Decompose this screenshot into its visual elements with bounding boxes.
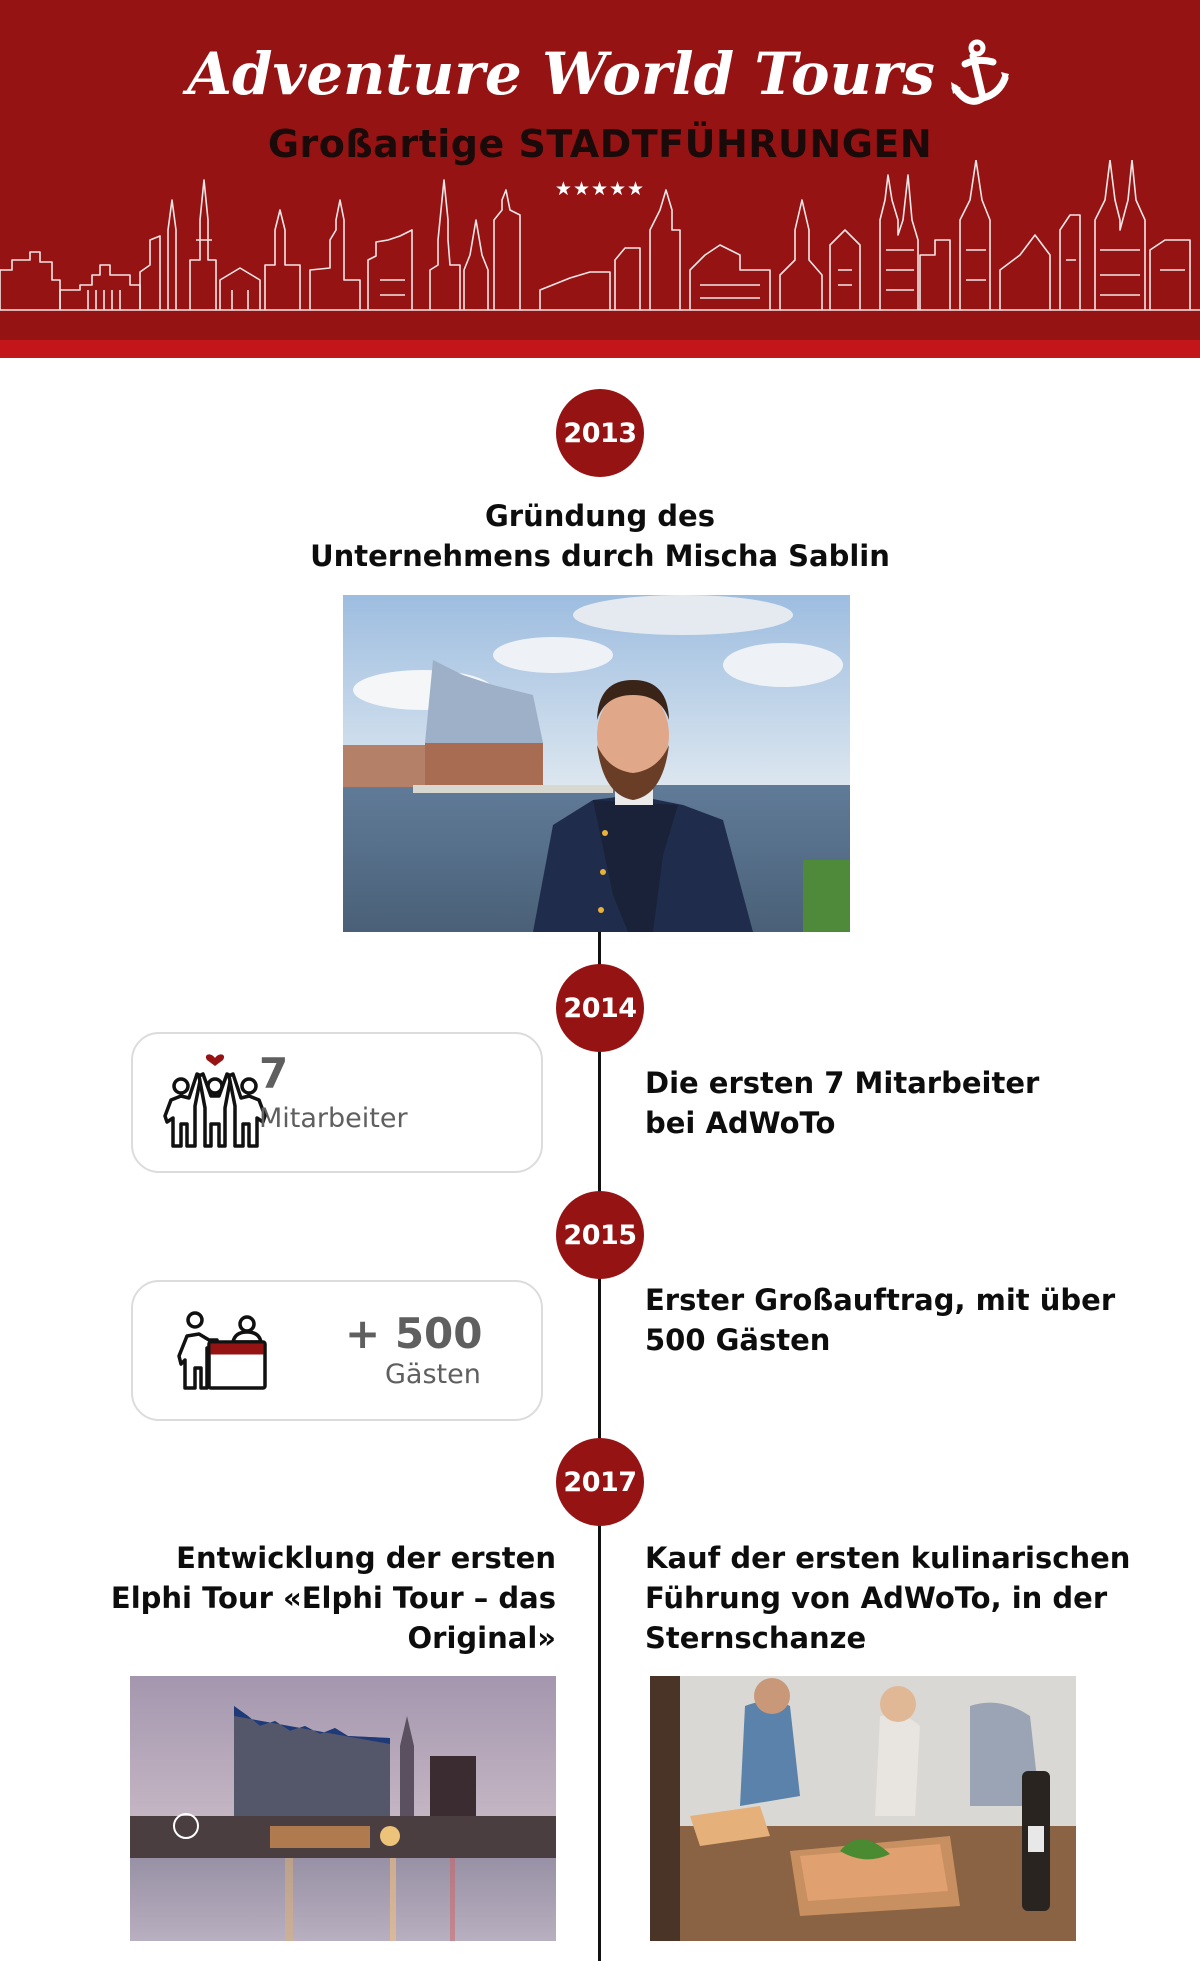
- year-badge-2015: 2015: [556, 1191, 644, 1279]
- stat-label: Mitarbeiter: [259, 1103, 408, 1134]
- event-2017-right-headline: [645, 1538, 1185, 1658]
- stat-label: Gästen: [385, 1359, 481, 1390]
- headline-line: Entwicklung der ersten: [176, 1541, 556, 1575]
- stat-value: 7: [259, 1049, 289, 1098]
- brand-title: Adventure World Tours: [187, 40, 935, 108]
- photo-illustration: [650, 1676, 1076, 1941]
- stat-card-employees: [131, 1032, 543, 1173]
- headline-line: Erster Großauftrag, mit über: [645, 1283, 1116, 1317]
- photo-illustration: [130, 1676, 556, 1941]
- headline-line: Kauf der ersten kulinarischen: [645, 1541, 1131, 1575]
- year-badge-2014: 2014: [556, 964, 644, 1052]
- stat-value: + 500: [345, 1309, 483, 1358]
- year-badge-2013: 2013: [556, 389, 644, 477]
- anchor-icon: [947, 38, 1013, 110]
- tagline: Großartige STADTFÜHRUNGEN: [267, 122, 933, 166]
- headline-line: Unternehmens durch Mischa Sablin: [310, 539, 890, 573]
- team-high-five-icon: [159, 1042, 271, 1154]
- reception-desk-icon: [177, 1310, 269, 1392]
- headline-line: Sternschanze: [645, 1621, 867, 1655]
- headline-line: Die ersten 7 Mitarbeiter: [645, 1066, 1040, 1100]
- event-2017-left-headline: [40, 1538, 556, 1658]
- headline-line: 500 Gästen: [645, 1323, 831, 1357]
- event-2013-headline: [200, 496, 1000, 576]
- header-banner: [0, 0, 1200, 358]
- headline-line: Führung von AdWoTo, in der: [645, 1581, 1108, 1615]
- photo-illustration: [343, 595, 850, 932]
- brand-logo: [0, 38, 1200, 110]
- headline-line: Original»: [407, 1621, 556, 1655]
- headline-line: Gründung des: [485, 499, 715, 533]
- elbphilharmonie-night-photo: [130, 1676, 556, 1941]
- stat-card-guests: [131, 1280, 543, 1421]
- rating-stars: ★★★★★: [554, 178, 646, 200]
- year-badge-2017: 2017: [556, 1438, 644, 1526]
- founder-portrait-photo: [343, 595, 850, 932]
- header-accent-band: [0, 340, 1200, 358]
- event-2015-headline: [645, 1280, 1185, 1360]
- friends-sharing-pizza-photo: [650, 1676, 1076, 1941]
- headline-line: bei AdWoTo: [645, 1106, 836, 1140]
- headline-line: Elphi Tour «Elphi Tour – das: [110, 1581, 556, 1615]
- event-2014-headline: [645, 1063, 1165, 1143]
